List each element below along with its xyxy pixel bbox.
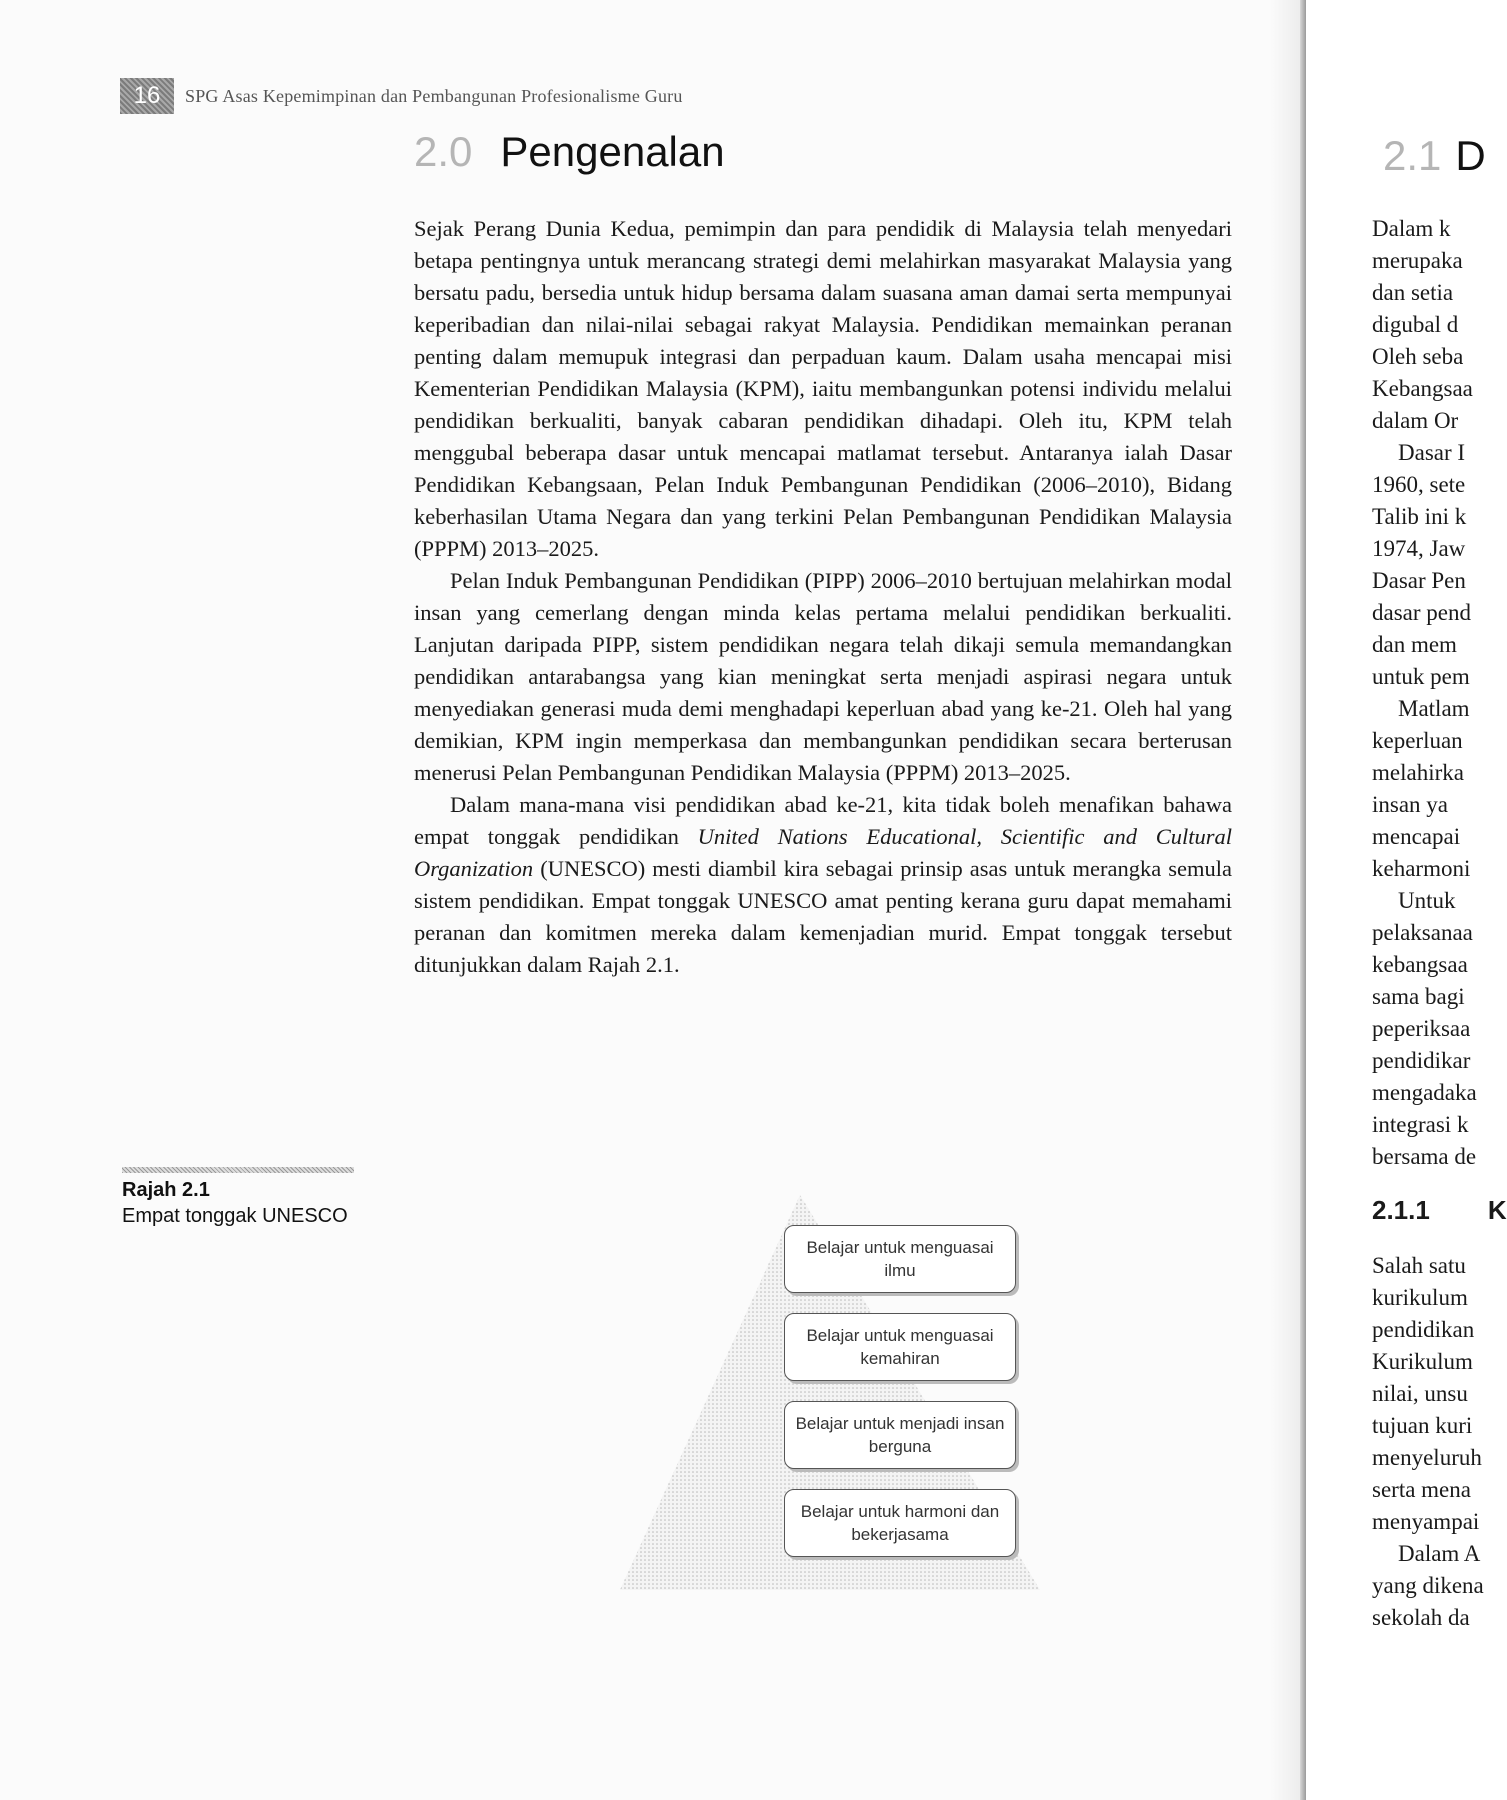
pillar-useful-person: Belajar untuk menjadi insan berguna — [784, 1401, 1016, 1469]
section-title: Pengenalan — [500, 128, 725, 175]
right-page-line: Matlam — [1398, 696, 1470, 721]
right-subsection-heading — [1372, 1195, 1507, 1226]
paragraph-3-start: Dalam mana-mana visi pendidikan abad ke-21, kita tidak boleh menafikan bahawa empat tonggak pendidikan — [414, 792, 1232, 849]
right-page-line: dan setia — [1372, 280, 1454, 305]
unesco-full-name: United Nations Educational, Scientific and Cultural Organization — [414, 824, 1232, 881]
right-page-line: sekolah da — [1372, 1605, 1470, 1630]
right-page-line: kurikulum — [1372, 1285, 1468, 1310]
right-page-line: insan ya — [1372, 792, 1449, 817]
pillar-skills: Belajar untuk menguasai kemahiran — [784, 1313, 1016, 1381]
figure-label: Rajah 2.1 — [122, 1179, 210, 1201]
right-page-line: integrasi k — [1372, 1112, 1469, 1137]
right-page-line: dalam Or — [1372, 408, 1459, 433]
right-page-line: Dasar I — [1398, 440, 1466, 465]
right-page-line: Dasar Pen — [1372, 568, 1466, 593]
right-page-line: pelaksanaa — [1372, 920, 1473, 945]
right-page-line: untuk pem — [1372, 664, 1470, 689]
right-page-line: peperiksaa — [1372, 1016, 1471, 1041]
right-section-title: D — [1455, 132, 1486, 179]
right-page-line: kebangsaa — [1372, 952, 1468, 977]
paragraph-3-end: (UNESCO) mesti diambil kira sebagai prinsip asas untuk merangka semula sistem pendidikan. Empat tonggak UNESCO amat penting kerana guru dapat memahami peranan dan komitmen mereka dalam kemenjadian murid. Empat tonggak tersebut ditunjukkan dalam Rajah 2.1. — [414, 856, 1232, 977]
right-page-line: keharmoni — [1372, 856, 1471, 881]
section-heading — [414, 128, 725, 176]
right-page-line: Oleh seba — [1372, 344, 1464, 369]
right-page-line: dasar pend — [1372, 600, 1471, 625]
right-page-line: pendidikar — [1372, 1048, 1471, 1073]
right-page-line: 1974, Jaw — [1372, 536, 1466, 561]
paragraph-1: Sejak Perang Dunia Kedua, pemimpin dan para pendidik di Malaysia telah menyedari betapa pentingnya untuk merancang strategi demi melahirkan masyarakat Malaysia yang bersatu padu, bersedia untuk hidup bersama dalam suasana aman damai serta mempunyai keperibadian dan nilai-nilai sebagai rakyat Malaysia. Pendidikan memainkan peranan penting dalam memupuk integrasi dan perpaduan kaum. Dalam usaha mencapai misi Kementerian Pendidikan Malaysia (KPM), iaitu membangunkan potensi individu melalui pendidikan berkualiti, banyak cabaran pendidikan dihadapi. Oleh itu, KPM telah menggubal beberapa dasar untuk mencapai matlamat tersebut. Antaranya ialah Dasar Pendidikan Kebangsaan, Pelan Induk Pembangunan Pendidikan (2006–2010), Bidang keberhasilan Utama Negara dan yang terkini Pelan Pembangunan Pendidikan Malaysia (PPPM) 2013–2025. — [414, 216, 1232, 561]
right-page-line: pendidikan — [1372, 1317, 1475, 1342]
right-page-line: Dalam k — [1372, 216, 1451, 241]
right-subsection-title: K — [1487, 1195, 1507, 1225]
right-page-line: Dalam A — [1398, 1541, 1481, 1566]
pillar-knowledge: Belajar untuk menguasai ilmu — [784, 1225, 1016, 1293]
right-page-line: dan mem — [1372, 632, 1457, 657]
right-page-line: melahirka — [1372, 760, 1464, 785]
right-page-line: merupaka — [1372, 248, 1463, 273]
right-page-line: bersama de — [1372, 1144, 1477, 1169]
right-page-line: menyampai — [1372, 1509, 1480, 1534]
right-page-line: Salah satu — [1372, 1253, 1466, 1278]
figure-caption-text: Empat tonggak UNESCO — [122, 1205, 348, 1227]
body-text — [414, 213, 1232, 981]
right-page-line: Untuk — [1398, 888, 1456, 913]
page-number: 16 — [120, 78, 174, 114]
right-page-line: mencapai — [1372, 824, 1461, 849]
right-page-line: Kurikulum — [1372, 1349, 1473, 1374]
right-section-number: 2.1 — [1383, 132, 1442, 179]
right-page-line: digubal d — [1372, 312, 1459, 337]
right-page-line: nilai, unsu — [1372, 1381, 1468, 1406]
pillar-harmony: Belajar untuk harmoni dan bekerjasama — [784, 1489, 1016, 1557]
right-page-line: sama bagi — [1372, 984, 1465, 1009]
paragraph-2: Pelan Induk Pembangunan Pendidikan (PIPP) 2006–2010 bertujuan melahirkan modal insan yang cemerlang dengan minda kelas pertama melalui pendidikan berkualiti. Lanjutan daripada PIPP, sistem pendidikan negara telah dikaji semula memandangkan pendidikan antarabangsa yang kian meningkat serta menjadi aspirasi negara untuk menyediakan generasi muda demi menghadapi keperluan abad yang ke-21. Oleh hal yang demikian, KPM ingin memperkasa dan membangunkan pendidikan secara berterusan menerusi Pelan Pembangunan Pendidikan Malaysia (PPPM) 2013–2025. — [414, 568, 1232, 785]
right-page-line: mengadaka — [1372, 1080, 1477, 1105]
right-section-heading — [1383, 132, 1486, 180]
section-number: 2.0 — [414, 128, 473, 175]
right-page-line: serta mena — [1372, 1477, 1471, 1502]
right-subsection-number: 2.1.1 — [1372, 1195, 1430, 1225]
paragraph-3 — [414, 789, 1232, 981]
caption-rule — [122, 1167, 354, 1173]
right-page-line: menyeluruh — [1372, 1445, 1482, 1470]
figure-caption — [122, 1177, 352, 1229]
gutter-shadow — [1270, 0, 1300, 1800]
right-page-line: Kebangsaa — [1372, 376, 1473, 401]
right-page-line: 1960, sete — [1372, 472, 1466, 497]
right-page-line: keperluan — [1372, 728, 1463, 753]
right-page-line: Talib ini k — [1372, 504, 1467, 529]
right-page-line: yang dikena — [1372, 1573, 1484, 1598]
right-page-line: tujuan kuri — [1372, 1413, 1473, 1438]
running-header: SPG Asas Kepemimpinan dan Pembangunan Profesionalisme Guru — [185, 86, 683, 106]
